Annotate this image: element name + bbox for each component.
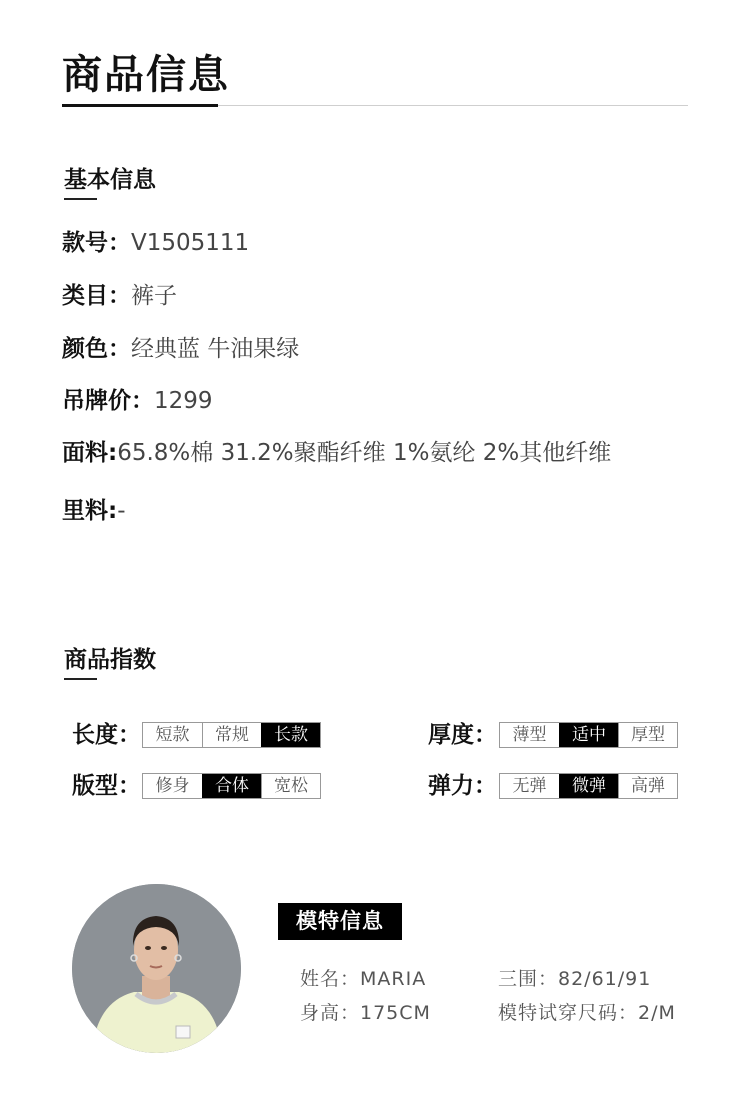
elasticity-option[interactable]: 高弹: [618, 774, 677, 798]
model-info-badge: 模特信息: [278, 903, 402, 940]
fit-selector: [142, 773, 321, 799]
info-value: V1505111: [131, 230, 250, 256]
title-underline: [62, 104, 218, 107]
info-value: -: [117, 498, 126, 524]
model-name: 姓名：MARIA: [300, 968, 427, 990]
model-size: 模特试穿尺码：2/M: [498, 1002, 676, 1024]
basic-info-mark: [64, 198, 97, 200]
info-label: 颜色：: [62, 336, 131, 362]
info-row-style-number: [62, 228, 249, 258]
elasticity-label: 弹力：: [428, 773, 497, 799]
elasticity-option[interactable]: 微弹: [559, 774, 618, 798]
info-value: 裤子: [131, 283, 177, 309]
thickness-option[interactable]: 适中: [559, 723, 618, 747]
fit-option[interactable]: 宽松: [261, 774, 320, 798]
elasticity-selector: [499, 773, 678, 799]
model-avatar: [72, 884, 241, 1053]
info-row-color: [62, 334, 299, 364]
fit-option[interactable]: 合体: [202, 774, 261, 798]
info-value: 经典蓝 牛油果绿: [131, 336, 300, 362]
length-option[interactable]: 常规: [202, 723, 261, 747]
info-label: 吊牌价：: [62, 388, 154, 414]
info-label: 款号：: [62, 230, 131, 256]
fit-option[interactable]: 修身: [155, 776, 190, 796]
length-option[interactable]: 长款: [261, 723, 320, 747]
info-row-lining: [62, 496, 126, 526]
elasticity-option[interactable]: 无弹: [512, 776, 547, 796]
info-label: 面料:: [62, 440, 118, 466]
model-height: 身高：175CM: [300, 1002, 431, 1024]
length-option[interactable]: 短款: [155, 725, 190, 745]
info-row-tag-price: [62, 386, 213, 416]
info-row-fabric: [62, 438, 611, 468]
length-label: 长度：: [72, 722, 141, 748]
length-selector: [142, 722, 321, 748]
info-label: 里料:: [62, 498, 118, 524]
product-index-mark: [64, 678, 97, 680]
product-index-title: 商品指数: [64, 647, 156, 673]
model-portrait-icon: [72, 884, 241, 1053]
info-label: 类目：: [62, 283, 131, 309]
model-measurements: 三围：82/61/91: [498, 968, 652, 990]
thickness-option[interactable]: 薄型: [512, 725, 547, 745]
info-value: 1299: [154, 388, 213, 414]
page-title: 商品信息: [62, 52, 230, 98]
thickness-selector: [499, 722, 678, 748]
info-row-category: [62, 281, 177, 311]
thickness-option[interactable]: 厚型: [618, 723, 677, 747]
thickness-label: 厚度：: [428, 722, 497, 748]
basic-info-title: 基本信息: [64, 167, 156, 193]
fit-label: 版型：: [72, 773, 141, 799]
info-value: 65.8%棉 31.2%聚酯纤维 1%氨纶 2%其他纤维: [117, 440, 612, 466]
